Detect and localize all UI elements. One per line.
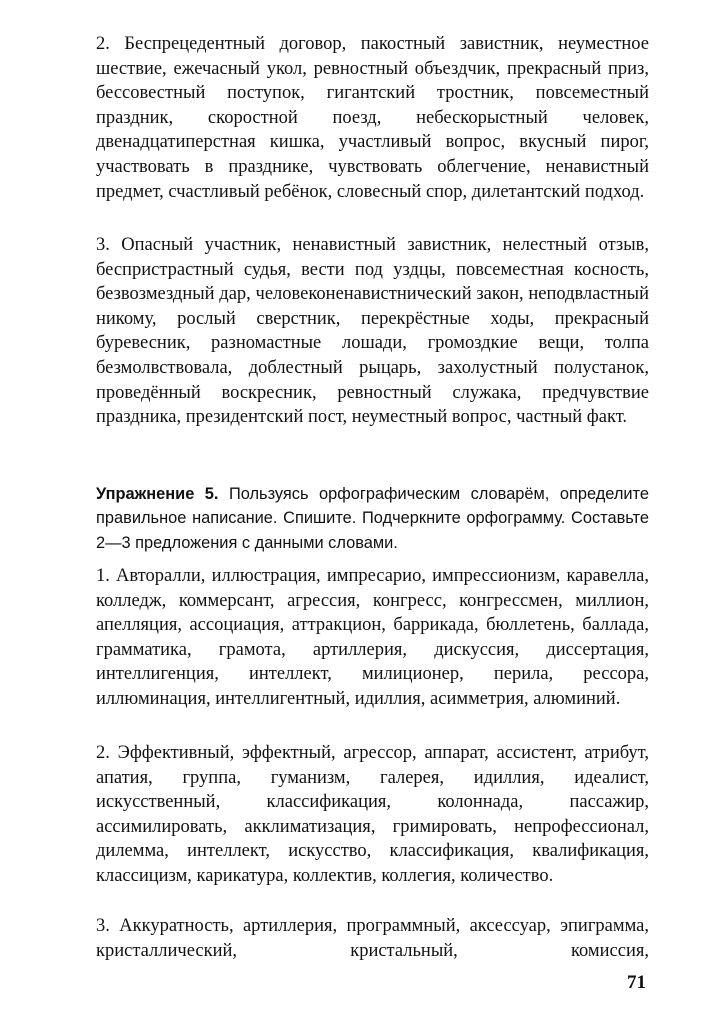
exercise-item-3: 3. Аккуратность, артиллерия, программный, аксессуар, эпиграмма, кристаллический, кристальный, комиссия, xyxy=(96,916,649,961)
exercise-item-1: 1. Авторалли, иллюстрация, импресарио, импрессионизм, каравелла, колледж, коммерсант, агрессия, конгресс, конгрессмен, миллион, апелляция, ассоциация, аттракцион, баррикада, бюллетень, баллада, грамматика, грамота, артиллерия, дискуссия, диссертация, интеллигенция, интеллект, милиционер, перила, рессора, иллюминация, интеллигентный, идиллия, асимметрия, алюминий. xyxy=(96,566,649,709)
paragraph-3: 3. Опасный участник, ненавистный завистник, нелестный отзыв, беспристрастный судья, вести под уздцы, повсеместная косность, безвозмездный дар, человеконенавистнический закон, неподвластный никому, рослый сверстник, перекрёстные ходы, прекрасный буревесник, разномастные лошади, громоздкие вещи, толпа безмолвствовала, доблестный рыцарь, захолустный полустанок, проведённый воскресник, ревностный служака, предчувствие праздника, президентский пост, неуместный вопрос, частный факт. xyxy=(96,235,649,428)
paragraph-2: 2. Беспрецедентный договор, пакостный завистник, неуместное шествие, ежечасный укол, ревностный объездчик, прекрасный приз, бессовестный поступок, гигантский тростник, повсеместный праздник, скоростной поезд, небескорыстный человек, двенадцатиперстная кишка, участливый вопрос, вкусный пирог, участвовать в празднике, чувствовать облегчение, ненавистный предмет, счастливый ребёнок, словесный спор, дилетантский подход. xyxy=(96,34,649,202)
exercise-title: Упражнение 5. xyxy=(96,485,219,503)
exercise-item-2: 2. Эффективный, эффектный, агрессор, аппарат, ассистент, атрибут, апатия, группа, гуманизм, галерея, идиллия, идеалист, искусственный, классификация, колоннада, пассажир, ассимилировать, акклиматизация, гримировать, непрофессионал, дилемма, интеллект, искусство, классификация, квалификация, классицизм, карикатура, коллектив, коллегия, количество. xyxy=(96,743,649,886)
exercise-heading xyxy=(96,482,649,555)
page-number: 71 xyxy=(627,972,646,993)
exercise-instruction: Пользуясь орфографическим словарём, определите правильное написание. Спишите. Подчеркните орфограмму. Составьте 2—3 предложения с данными словами. xyxy=(96,485,649,552)
